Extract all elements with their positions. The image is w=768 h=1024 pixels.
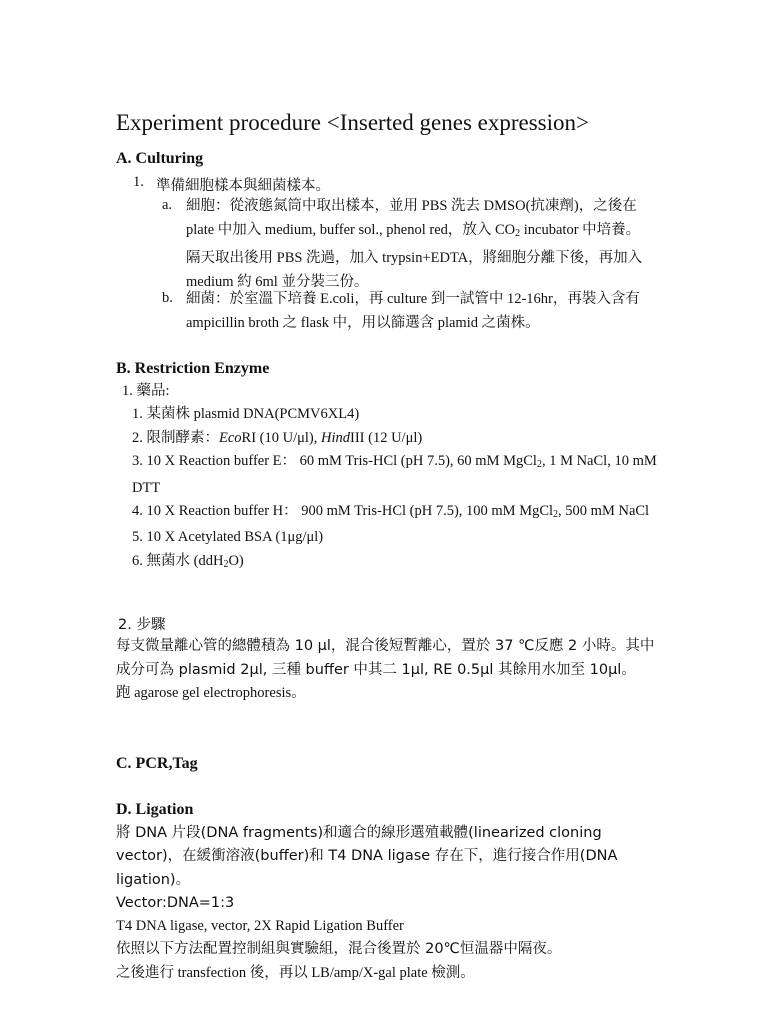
subscript: 2 bbox=[553, 509, 559, 521]
cell-culture-text-1: 細胞：從液態氮筒中取出樣本，並用 PBS 洗去 DMSO(抗凍劑)，之後在 plate 中加入 medium, buffer sol., phenol red，放入 CO bbox=[186, 198, 637, 238]
ligation-text: 之後進行 transfection 後，再以 LB/amp/X-gal plate 檢測。 bbox=[116, 964, 475, 981]
reagent-item bbox=[122, 550, 662, 576]
reagent-item bbox=[122, 500, 662, 526]
co2-subscript: 2 bbox=[515, 228, 521, 239]
ligation-ratio: Vector:DNA=1:3 bbox=[116, 894, 235, 911]
cell-culture-paragraph bbox=[186, 194, 656, 294]
reagent-item-text: , 500 mM NaCl bbox=[558, 503, 650, 520]
reagent-list bbox=[122, 380, 662, 576]
bacteria-culture-paragraph: 細菌：於室溫下培養 E.coli，再 culture 到一試管中 12-16hr，再裝入含有 ampicillin broth 之 flask 中，用以篩選含 plamid 之菌株。 bbox=[186, 291, 640, 331]
reagent-item: 5. 10 X Acetylated BSA (1μg/μl) bbox=[132, 529, 324, 546]
document-title: Experiment procedure <Inserted genes expression> bbox=[116, 110, 589, 135]
reagent-item bbox=[122, 450, 662, 500]
culturing-step-text: 準備細胞樣本與細菌樣本。 bbox=[156, 178, 330, 194]
enzyme-name-italic: Eco bbox=[219, 429, 242, 446]
ligation-reagents: T4 DNA ligase, vector, 2X Rapid Ligation Buffer bbox=[116, 918, 404, 935]
reagent-item bbox=[122, 427, 662, 450]
item-number: 1. bbox=[133, 174, 144, 190]
reagent-item-text: RI (10 U/μl), bbox=[241, 429, 322, 446]
cell-culture-text-2: incubator 中培養。 隔天取出後用 PBS 洗過，加入 trypsin+EDTA，將細胞分離下後，再加入 medium 約 6ml 並分裝三份。 bbox=[186, 222, 643, 290]
procedure-label: 2. 步驟 bbox=[118, 617, 166, 633]
section-d-heading: D. Ligation bbox=[116, 801, 194, 818]
reagent-item-text: III (12 U/μl) bbox=[350, 429, 423, 446]
reagent-item-text: O) bbox=[228, 552, 244, 569]
subscript: 2 bbox=[223, 558, 229, 570]
reagent-item: 1. 某菌株 plasmid DNA(PCMV6XL4) bbox=[132, 406, 360, 423]
procedure-text: 跑 agarose gel electrophoresis。 bbox=[116, 685, 306, 701]
procedure-text: 每支微量離心管的總體積為 10 µl，混合後短暫離心，置於 37 ℃反應 2 小時。其中成分可為 plasmid 2µl, 三種 buffer 中其二 1µl, RE 0.5µl 其餘用水加至 10µl。 bbox=[116, 638, 655, 678]
procedure-paragraph bbox=[116, 635, 656, 706]
reagent-item-text: 6. 無菌水 (ddH bbox=[132, 552, 224, 569]
reagent-item-text: 3. 10 X Reaction buffer E： 60 mM Tris-HCl (pH 7.5), 60 mM MgCl bbox=[132, 453, 537, 470]
enzyme-name-italic: Hind bbox=[321, 429, 351, 446]
section-c-heading: C. PCR,Tag bbox=[116, 755, 198, 772]
reagent-item-text: 4. 10 X Reaction buffer H： 900 mM Tris-HCl (pH 7.5), 100 mM MgCl bbox=[132, 503, 554, 520]
sub-item-a-marker: a. bbox=[162, 197, 173, 213]
section-a-heading: A. Culturing bbox=[116, 150, 204, 167]
ligation-paragraph bbox=[116, 822, 656, 985]
ligation-text: 依照以下方法配置控制組與實驗組，混合後置於 20℃恒温器中隔夜。 bbox=[116, 941, 562, 958]
sub-item-b-marker: b. bbox=[162, 290, 173, 306]
ligation-text: 將 DNA 片段(DNA fragments)和適合的線形選殖載體(linearized cloning vector)，在緩衝溶液(buffer)和 T4 DNA ligase 存在下，進行接合作用(DNA ligation)。 bbox=[116, 825, 618, 888]
subscript: 2 bbox=[536, 459, 542, 471]
reagent-item-text: , 1 M NaCl, 10 mM DTT bbox=[132, 453, 657, 496]
reagent-item-text: 2. 限制酵素： bbox=[132, 429, 219, 446]
reagent-list-label: 1. 藥品: bbox=[122, 383, 170, 399]
section-b-heading: B. Restriction Enzyme bbox=[116, 360, 270, 377]
